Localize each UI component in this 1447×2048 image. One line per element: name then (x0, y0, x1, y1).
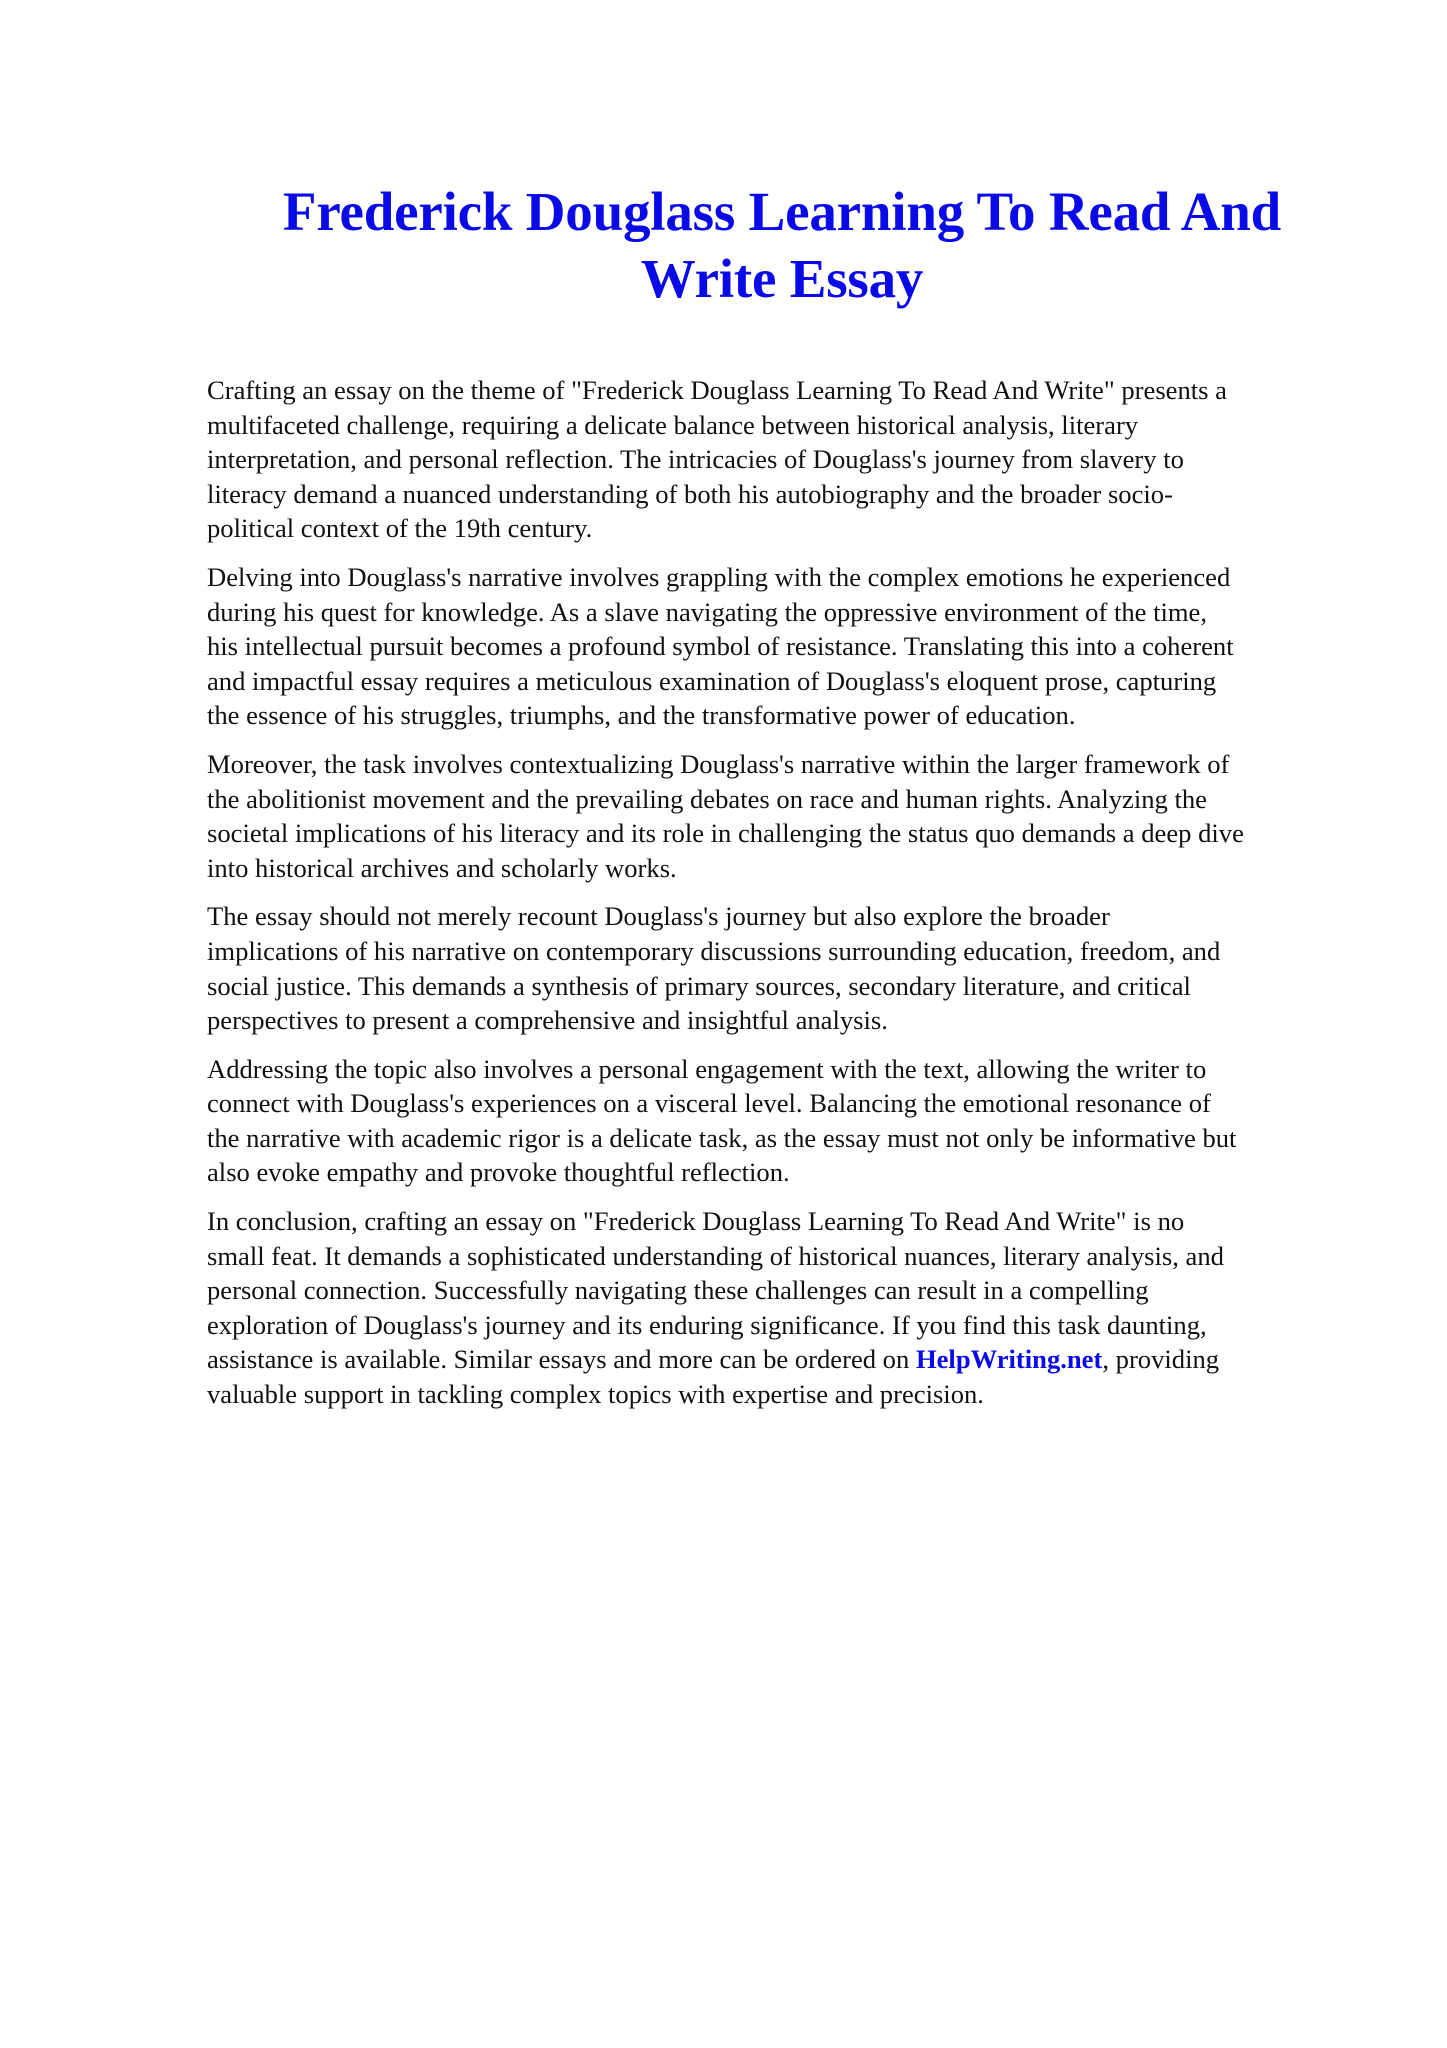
text-line: valuable support in tackling complex topics with expertise and precision. (207, 1379, 984, 1410)
text-line: Delving into Douglass's narrative involves grappling with the complex emotions he experienced (207, 561, 1231, 592)
text-after-link: , providing (1102, 1344, 1220, 1375)
paragraph-intro (207, 373, 1357, 546)
text-line: Addressing the topic also involves a personal engagement with the text, allowing the writer to (207, 1053, 1207, 1084)
text-line: In conclusion, crafting an essay on "Frederick Douglass Learning To Read And Write" is no (207, 1206, 1185, 1237)
text-line: multifaceted challenge, requiring a delicate balance between historical analysis, literary (207, 409, 1139, 440)
text-line: into historical archives and scholarly works. (207, 852, 677, 883)
text-line: implications of his narrative on contemporary discussions surrounding education, freedom, and (207, 935, 1221, 966)
title-line: Frederick Douglass Learning To Read And (282, 181, 1282, 242)
text-line: political context of the 19th century. (207, 513, 593, 544)
paragraph-context (207, 747, 1357, 885)
text-line: the essence of his struggles, triumphs, and the transformative power of education. (207, 700, 1076, 731)
text-line: perspectives to present a comprehensive and insightful analysis. (207, 1005, 888, 1036)
text-before-link: assistance is available. Similar essays and more can be ordered on (207, 1344, 916, 1375)
helpwriting-link[interactable]: HelpWriting.net (915, 1344, 1103, 1375)
text-line: the abolitionist movement and the prevailing debates on race and human rights. Analyzing the (207, 783, 1207, 814)
text-line: during his quest for knowledge. As a slave navigating the oppressive environment of the time, (207, 596, 1208, 627)
essay-body (207, 373, 1357, 1426)
paragraph-narrative (207, 560, 1357, 733)
paragraph-implications (207, 899, 1357, 1037)
text-line: small feat. It demands a sophisticated understanding of historical nuances, literary analysis, and (207, 1240, 1224, 1271)
text-line: literacy demand a nuanced understanding of both his autobiography and the broader socio- (207, 478, 1173, 509)
text-line-with-link (207, 1342, 1357, 1377)
title-line: Write Essay (640, 248, 924, 309)
text-line: social justice. This demands a synthesis of primary sources, secondary literature, and critical (207, 970, 1191, 1001)
text-line: The essay should not merely recount Douglass's journey but also explore the broader (207, 901, 1110, 932)
paragraph-personal (207, 1052, 1357, 1190)
text-line: exploration of Douglass's journey and its enduring significance. If you find this task daunting, (207, 1309, 1207, 1340)
text-line: societal implications of his literacy and its role in challenging the status quo demands a deep dive (207, 818, 1244, 849)
paragraph-conclusion (207, 1204, 1357, 1412)
document-title (207, 178, 1357, 312)
text-line: Crafting an essay on the theme of "Frederick Douglass Learning To Read And Write" presents a (207, 375, 1227, 405)
text-line: and impactful essay requires a meticulous examination of Douglass's eloquent prose, capturing (207, 665, 1217, 696)
text-line: Moreover, the task involves contextualizing Douglass's narrative within the larger framework of (207, 748, 1230, 779)
text-line: personal connection. Successfully navigating these challenges can result in a compelling (207, 1275, 1149, 1306)
text-line: also evoke empathy and provoke thoughtful reflection. (207, 1157, 790, 1188)
text-line: his intellectual pursuit becomes a profound symbol of resistance. Translating this into a coherent (207, 631, 1234, 662)
text-line: interpretation, and personal reflection. The intricacies of Douglass's journey from slavery to (207, 444, 1184, 475)
text-line: the narrative with academic rigor is a delicate task, as the essay must not only be informative but (207, 1122, 1237, 1153)
text-line: connect with Douglass's experiences on a visceral level. Balancing the emotional resonance of (207, 1088, 1211, 1119)
